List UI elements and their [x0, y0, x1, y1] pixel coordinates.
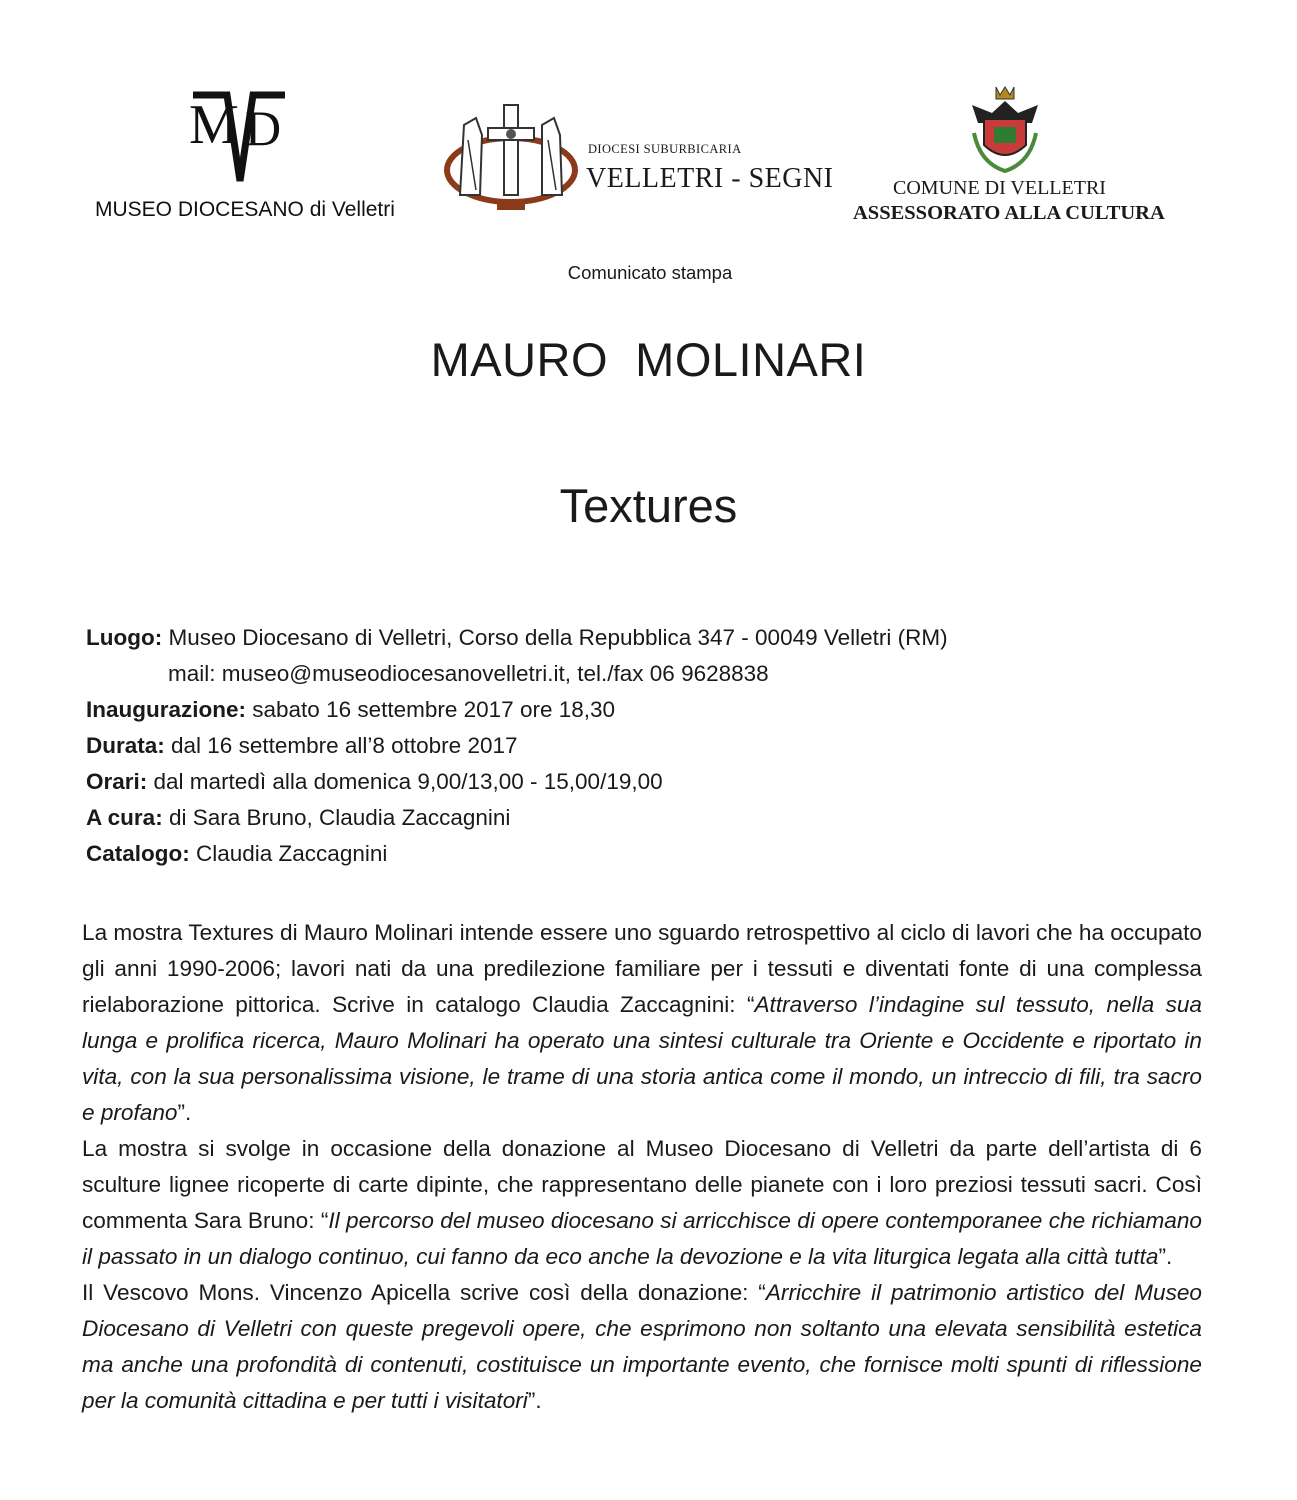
paragraph-3-end: ”.	[527, 1388, 542, 1413]
info-luogo-label: Luogo:	[86, 625, 163, 650]
paragraph-2	[82, 1131, 1202, 1275]
info-luogo-value: Museo Diocesano di Velletri, Corso della Repubblica 347 - 00049 Velletri (RM)	[162, 625, 948, 650]
museo-diocesano-logo	[185, 85, 295, 190]
paragraph-2-end: ”.	[1158, 1244, 1173, 1269]
paragraph-2-quote: Il percorso del museo diocesano si arricchisce di opere contemporanee che richiamano il passato in un dialogo continuo, cui fanno da eco anche la devozione e la vita liturgica legata alla città tutta	[82, 1208, 1202, 1269]
paragraph-3	[82, 1275, 1202, 1419]
assessorato-label: ASSESSORATO ALLA CULTURA	[853, 202, 1165, 224]
body-text	[82, 915, 1202, 1419]
info-a-cura-value: di Sara Bruno, Claudia Zaccagnini	[162, 805, 511, 830]
info-catalogo	[86, 836, 387, 872]
info-durata-value: dal 16 settembre all’8 ottobre 2017	[164, 733, 518, 758]
exhibit-title-heading: Textures	[559, 479, 738, 532]
info-inaugurazione-label: Inaugurazione:	[86, 697, 247, 722]
diocese-label-big: VELLETRI - SEGNI	[586, 163, 834, 194]
info-a-cura	[86, 800, 510, 836]
info-mail: mail: museo@museodiocesanovelletri.it, tel./fax 06 9628838	[168, 661, 769, 686]
svg-text:D: D	[245, 100, 282, 156]
info-durata	[86, 728, 518, 764]
info-a-cura-label: A cura:	[86, 805, 163, 830]
diocese-emblem-icon	[442, 100, 580, 215]
paragraph-3-text: Il Vescovo Mons. Vincenzo Apicella scrive così della donazione: “	[82, 1280, 766, 1305]
info-luogo	[86, 620, 948, 656]
paragraph-1	[82, 915, 1202, 1131]
info-orari-value: dal martedì alla domenica 9,00/13,00 - 15,00/19,00	[147, 769, 663, 794]
info-catalogo-value: Claudia Zaccagnini	[189, 841, 388, 866]
press-release-label: Comunicato stampa	[567, 262, 733, 283]
info-catalogo-label: Catalogo:	[86, 841, 190, 866]
artist-name-heading: MAURO MOLINARI	[430, 333, 867, 386]
paragraph-2-text: La mostra si svolge in occasione della donazione al Museo Diocesano di Velletri da parte dell’artista di 6 sculture lignee ricoperte di carte dipinte, che rappresentano delle pianete con i loro preziosi tessuti sacri. Così commenta Sara Bruno: “	[82, 1136, 1202, 1233]
comune-name: COMUNE DI VELLETRI	[893, 177, 1106, 199]
info-durata-label: Durata:	[86, 733, 165, 758]
museum-name: MUSEO DIOCESANO di Velletri	[95, 198, 395, 221]
paragraph-1-text: La mostra Textures di Mauro Molinari intende essere uno sguardo retrospettivo al ciclo di lavori che ha occupato gli anni 1990-2006; lavori nati da una predilezione familiare per i tessuti e diventati fonte di una complessa rielaborazione pittorica. Scrive in catalogo Claudia Zaccagnini: “	[82, 920, 1202, 1017]
info-inaugurazione-value: sabato 16 settembre 2017 ore 18,30	[246, 697, 616, 722]
info-orari	[86, 764, 663, 800]
paragraph-3-quote: Arricchire il patrimonio artistico del Museo Diocesano di Velletri con queste pregevoli opere, che esprimono non soltanto una elevata sensibilità estetica ma anche una profondità di contenuti, costituisce un importante evento, che fornisce molti spunti di riflessione per la comunità cittadina e per tutti i visitatori	[82, 1280, 1202, 1413]
velletri-crest-icon	[966, 83, 1044, 175]
info-inaugurazione	[86, 692, 615, 728]
paragraph-1-quote: Attraverso l’indagine sul tessuto, nella sua lunga e prolifica ricerca, Mauro Molinari ha operato una sintesi culturale tra Oriente e Occidente e riportato in vita, con la sua personalissima visione, le trame di una storia antica come il mondo, un intreccio di fili, tra sacro e profano	[82, 992, 1202, 1125]
paragraph-1-end: ”.	[177, 1100, 192, 1125]
svg-text:M: M	[189, 94, 239, 156]
info-orari-label: Orari:	[86, 769, 148, 794]
diocese-label-small: DIOCESI SUBURBICARIA	[588, 142, 742, 156]
